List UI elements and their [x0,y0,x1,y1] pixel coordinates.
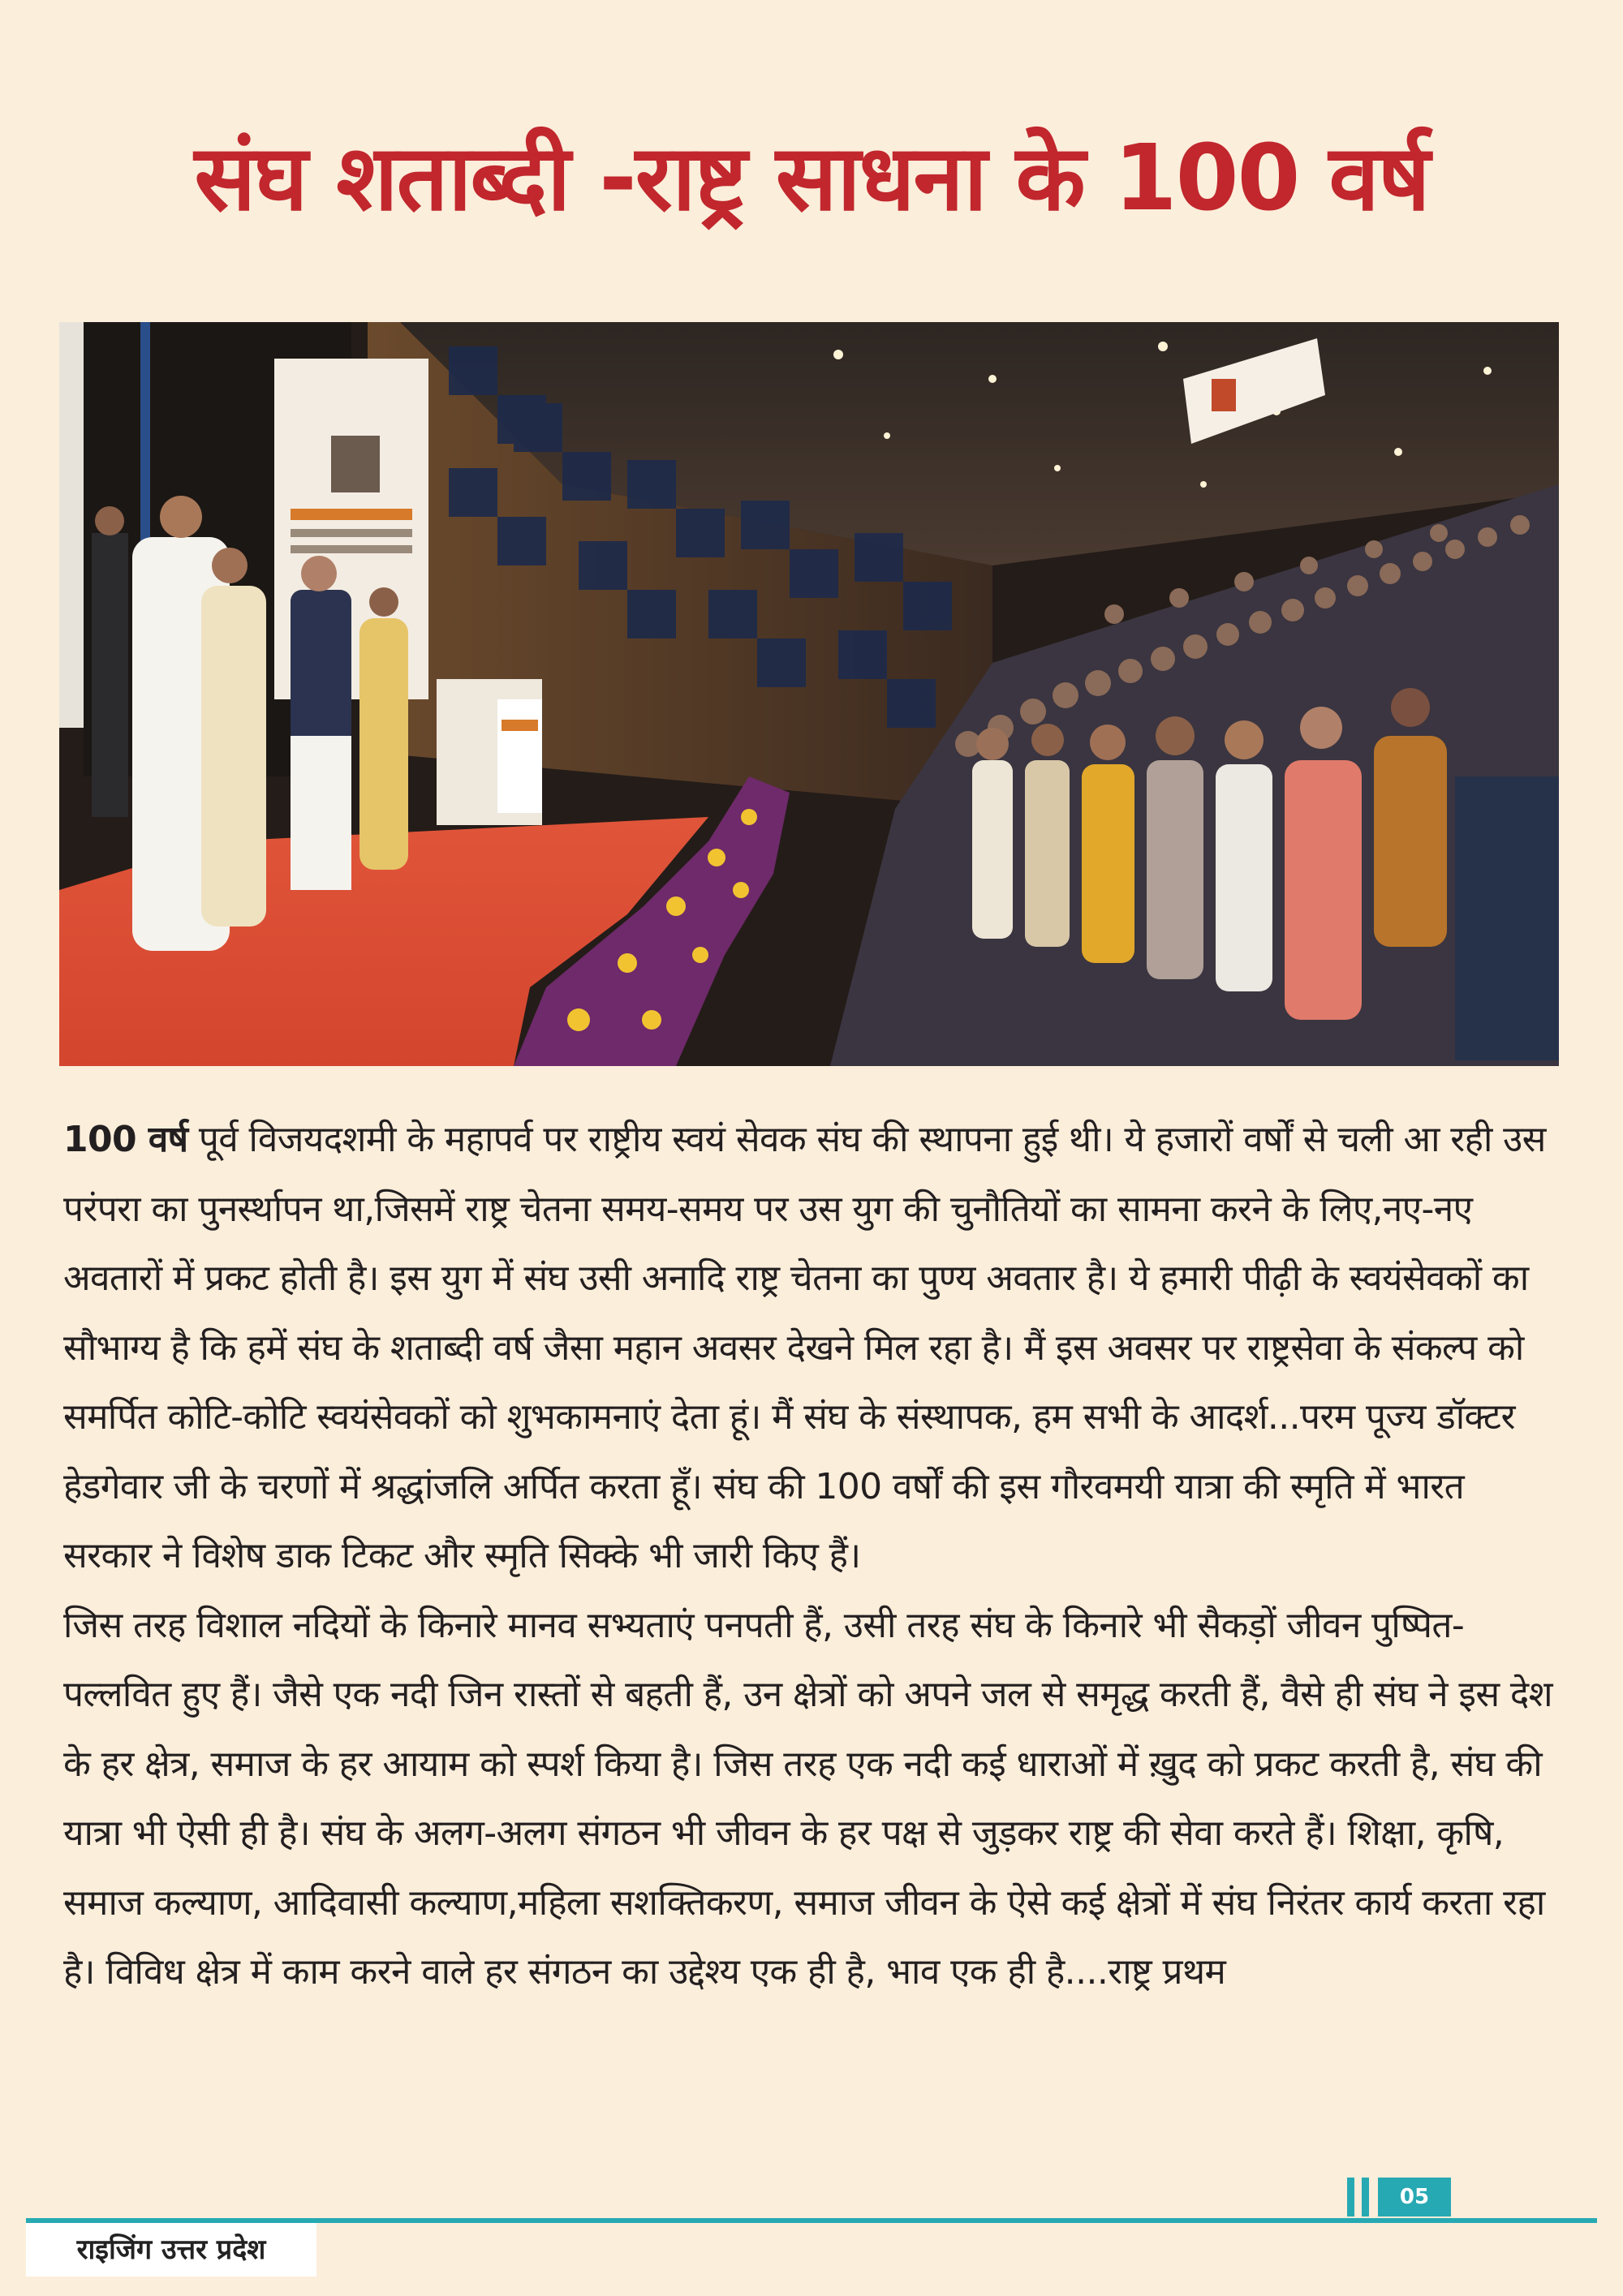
article-body [63,1105,1561,2007]
page-number-label: 05 [1378,2178,1451,2216]
article-paragraph-2: जिस तरह विशाल नदियों के किनारे मानव सभ्यताएं पनपती हैं, उसी तरह संघ के किनारे भी सैकड़ों जीवन पुष्पित-पल्लवित हुए हैं। जैसे एक नदी जिन रास्तों से बहती हैं, उन क्षेत्रों को अपने जल से समृद्ध करती हैं, वैसे ही संघ ने इस देश के हर क्षेत्र, समाज के हर आयाम को स्पर्श किया है। जिस तरह एक नदी कई धाराओं में ख़ुद को प्रकट करती है, संघ की यात्रा भी ऐसी ही है। संघ के अलग-अलग संगठन भी जीवन के हर पक्ष से जुड़कर राष्ट्र की सेवा करते हैं। शिक्षा, कृषि, समाज कल्याण, आदिवासी कल्याण,महिला सशक्तिकरण, समाज जीवन के ऐसे कई क्षेत्रों में संघ निरंतर कार्य करता रहा है। विविध क्षेत्र में काम करने वाले हर संगठन का उद्देश्य एक ही है, भाव एक ही है....राष्ट्र प्रथम [63,1604,1553,1993]
article-lead: 100 वर्ष [63,1119,188,1160]
page-number-bar [1362,2178,1369,2216]
event-photo [59,322,1559,1066]
page-number-bar [1347,2178,1354,2216]
page-number [1347,2178,1451,2216]
magazine-name: राइजिंग उत्तर प्रदेश [26,2223,316,2277]
article-paragraph-1 [63,1105,1561,1591]
article-paragraph-1-text: पूर्व विजयदशमी के महापर्व पर राष्ट्रीय स्वयं सेवक संघ की स्थापना हुई थी। ये हजारों वर्षों से चली आ रही उस परंपरा का पुनर्स्थापन था,जिसमें राष्ट्र चेतना समय-समय पर उस युग की चुनौतियों का सामना करने के लिए,नए-नए अवतारों में प्रकट होती है। इस युग में संघ उसी अनादि राष्ट्र चेतना का पुण्य अवतार है। ये हमारी पीढ़ी के स्वयंसेवकों का सौभाग्य है कि हमें संघ के शताब्दी वर्ष जैसा महान अवसर देखने मिल रहा है। मैं इस अवसर पर राष्ट्रसेवा के संकल्प को समर्पित कोटि-कोटि स्वयंसेवकों को शुभकामनाएं देता हूं। मैं संघ के संस्थापक, हम सभी के आदर्श...परम पूज्य डॉक्टर हेडगेवार जी के चरणों में श्रद्धांजलि अर्पित करता हूँ। संघ की 100 वर्षों की इस गौरवमयी यात्रा की स्मृति में भारत सरकार ने विशेष डाक टिकट और स्मृति सिक्के भी जारी किए हैं। [63,1119,1546,1576]
page-title: संघ शताब्दी -राष्ट्र साधना के 100 वर्ष [194,126,1429,231]
event-photo-icon [59,322,1559,1066]
